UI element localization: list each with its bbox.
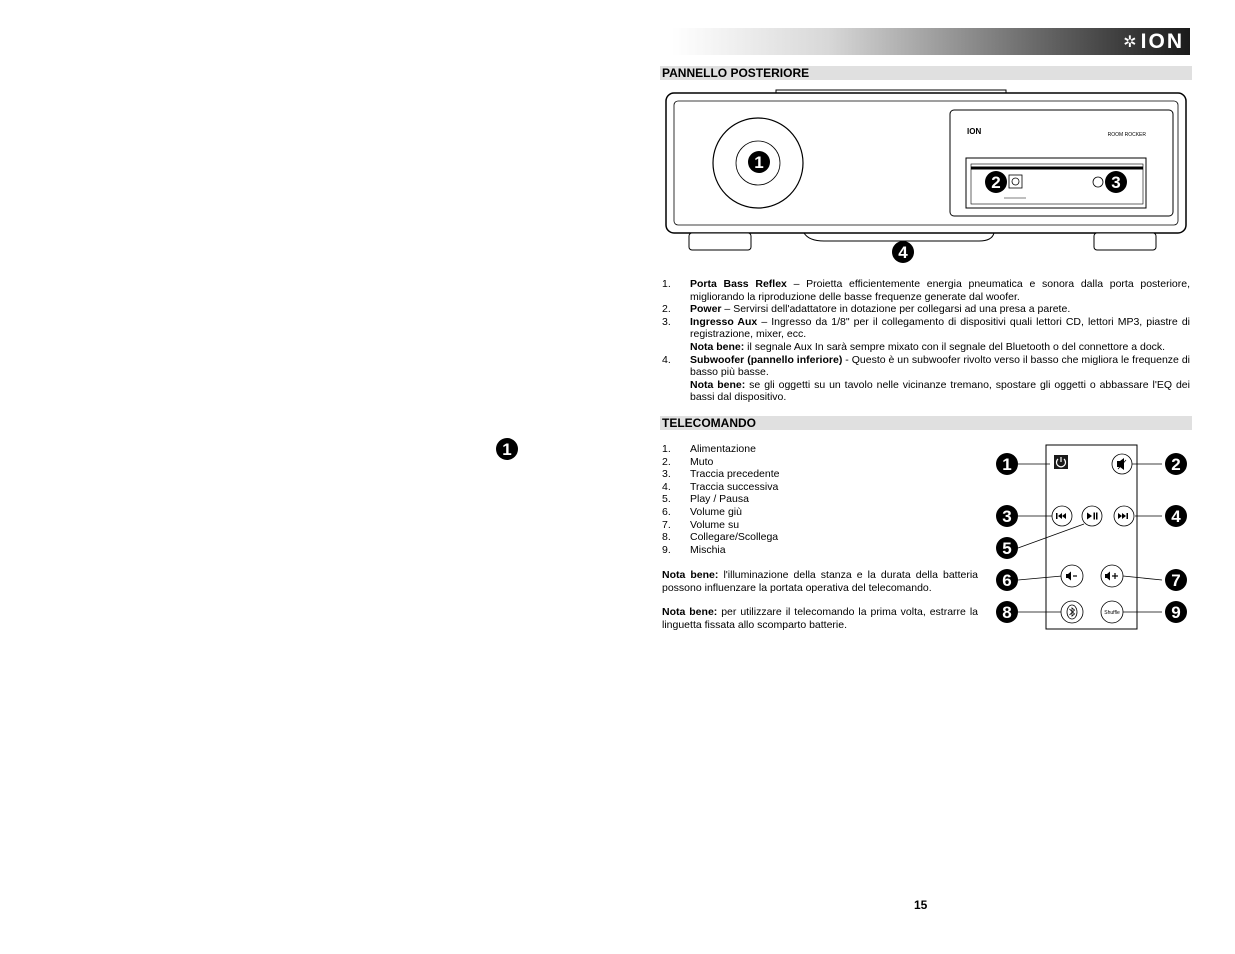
note-label: Nota bene: xyxy=(662,569,719,581)
item-number: 1. xyxy=(662,443,671,455)
item-text: Collegare/Scollega xyxy=(690,531,779,544)
callout-badge: 4 xyxy=(892,241,914,263)
item-text: - Questo è un subwoofer rivolto verso il basso che migliora le frequenze di basso più basse. xyxy=(690,353,1190,379)
note-text: l'illuminazione della stanza e la durata della batteria possono influenzare la portata operativa del telecomando. xyxy=(662,569,979,594)
list-item xyxy=(662,544,862,557)
shuffle-button xyxy=(1101,601,1123,623)
device-logo: ION xyxy=(967,127,982,136)
previous-track-button xyxy=(1052,506,1072,526)
callout-badge: 9 xyxy=(1165,601,1187,623)
callout-badge: 5 xyxy=(996,537,1018,559)
list-item xyxy=(662,316,1190,341)
bluetooth-button xyxy=(1061,601,1083,623)
callout-badge: 1 xyxy=(996,453,1018,475)
item-number: 9. xyxy=(662,543,671,556)
item-text: Volume giù xyxy=(690,505,742,518)
list-item xyxy=(662,519,862,532)
left-page-callout: 1 xyxy=(496,438,518,460)
device-model: ROOM ROCKER xyxy=(1107,132,1146,138)
remote-title: TELECOMANDO xyxy=(660,416,1192,430)
rear-panel-title: PANNELLO POSTERIORE xyxy=(660,66,1192,80)
list-item xyxy=(662,468,862,481)
rear-panel-list xyxy=(662,278,1190,404)
note-label: Nota bene: xyxy=(690,378,746,391)
callout-badge: 8 xyxy=(996,601,1018,623)
callout-badge: 7 xyxy=(1165,569,1187,591)
ion-logo xyxy=(1120,28,1190,55)
callout-badge: 3 xyxy=(1105,171,1127,193)
list-item xyxy=(662,531,862,544)
item-note xyxy=(662,379,1190,404)
power-button xyxy=(1054,455,1068,469)
shuffle-label: Shuffle xyxy=(1104,610,1120,616)
item-label: Power xyxy=(690,303,722,316)
item-text: Volume su xyxy=(690,518,740,531)
logo-text: ION xyxy=(1140,29,1184,53)
remote-diagram xyxy=(990,440,1190,634)
item-number: 8. xyxy=(662,531,671,544)
item-number: 4. xyxy=(662,353,671,366)
item-text: Traccia precedente xyxy=(690,468,780,481)
callout-badge: 6 xyxy=(996,569,1018,591)
item-text: Traccia successiva xyxy=(690,480,779,493)
item-label: Ingresso Aux xyxy=(690,315,758,328)
snowflake-icon: ✲ xyxy=(1123,33,1139,51)
item-text: Muto xyxy=(690,455,714,468)
item-number: 2. xyxy=(662,455,671,468)
list-item xyxy=(662,456,862,469)
callout-badge: 3 xyxy=(996,505,1018,527)
remote-list xyxy=(662,443,862,556)
item-label: Porta Bass Reflex xyxy=(690,278,787,290)
note-label: Nota bene: xyxy=(690,340,745,353)
callout-badge: 2 xyxy=(1165,453,1187,475)
volume-down-button xyxy=(1061,565,1083,587)
callout-badge: 1 xyxy=(748,151,770,173)
item-text: – Ingresso da 1/8" per il collegamento di dispositivi quali lettori CD, lettori MP3, piastre di registrazione, mixer, ecc. xyxy=(690,315,1190,341)
list-item xyxy=(662,303,1190,316)
callout-badge: 4 xyxy=(1165,505,1187,527)
item-text: – Servirsi dell'adattatore in dotazione per collegarsi ad una presa a parete. xyxy=(721,303,1071,316)
list-item xyxy=(662,481,862,494)
item-number: 5. xyxy=(662,493,671,506)
item-text: – Proietta efficientemente energia pneumatica e sonora dalla porta posteriore, migliorando la riproduzione delle basse frequenze generate dal woofer. xyxy=(690,278,1190,303)
item-text: Play / Pausa xyxy=(690,493,749,506)
list-item xyxy=(662,493,862,506)
note-label: Nota bene: xyxy=(662,606,718,618)
item-label: Subwoofer (pannello inferiore) xyxy=(690,353,843,366)
note-text: il segnale Aux In sarà sempre mixato con il segnale del Bluetooth o del connettore a dock. xyxy=(744,340,1166,353)
note-text: se gli oggetti su un tavolo nelle vicinanze tremano, spostare gli oggetti o abbassare l'EQ dei bassi dal dispositivo. xyxy=(690,378,1190,404)
play-pause-button xyxy=(1082,506,1102,526)
note-text: per utilizzare il telecomando la prima volta, estrarre la linguetta fissata allo scomparto batterie. xyxy=(662,606,978,631)
page-number: 15 xyxy=(914,898,928,912)
item-number: 6. xyxy=(662,505,671,518)
volume-up-button xyxy=(1101,565,1123,587)
item-note xyxy=(662,341,1190,354)
item-number: 4. xyxy=(662,480,671,493)
remote-note-battery xyxy=(662,606,978,631)
list-item xyxy=(662,506,862,519)
remote-note-range xyxy=(662,569,978,594)
item-number: 3. xyxy=(662,468,671,481)
next-track-button xyxy=(1114,506,1134,526)
list-item xyxy=(662,354,1190,379)
header-bar xyxy=(672,28,1190,55)
mute-button xyxy=(1112,454,1132,474)
item-text: Mischia xyxy=(690,543,726,556)
item-number: 2. xyxy=(662,303,671,316)
list-item xyxy=(662,443,862,456)
item-number: 3. xyxy=(662,315,671,328)
item-number: 1. xyxy=(662,278,671,290)
item-number: 7. xyxy=(662,518,671,531)
list-item xyxy=(662,278,1190,303)
item-text: Alimentazione xyxy=(690,443,756,455)
callout-badge: 2 xyxy=(985,171,1007,193)
